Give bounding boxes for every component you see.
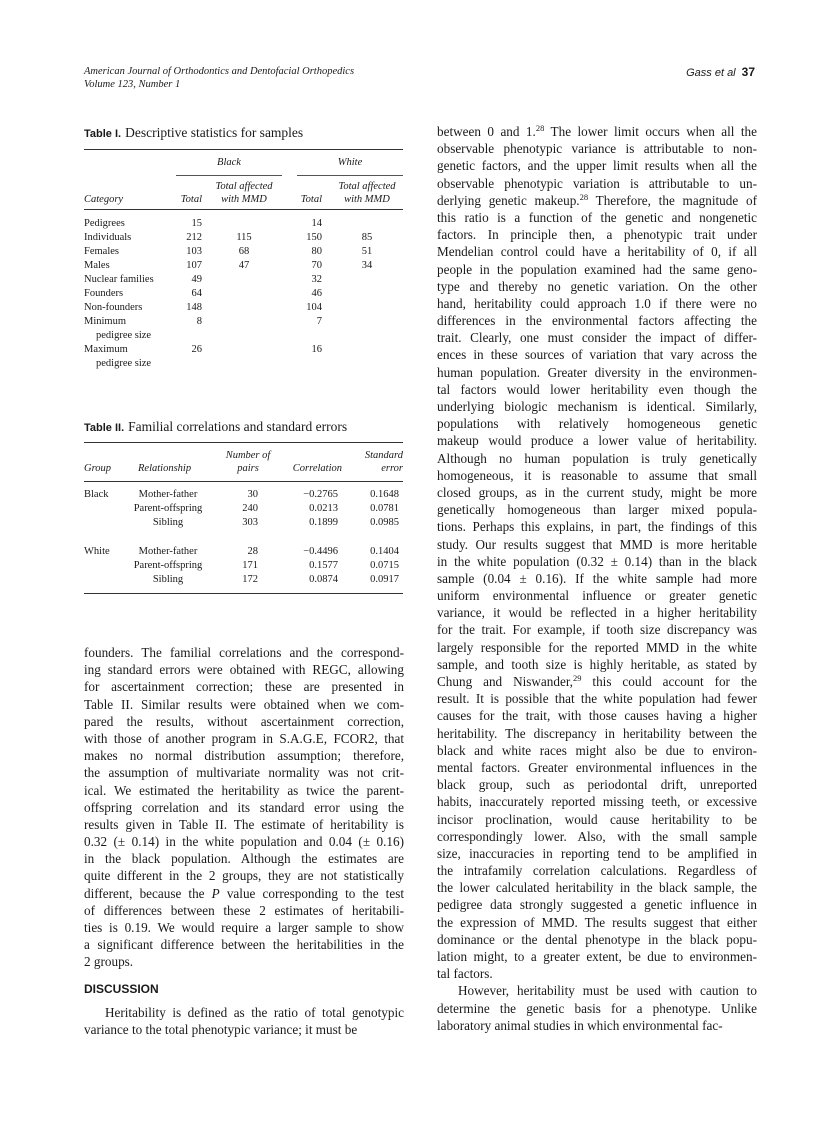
table2-se: 0.0917 (370, 574, 399, 585)
table1-black-total: 15 (191, 218, 202, 229)
table2-pairs: 172 (242, 574, 258, 585)
text-line: variance, it would be reflected in a higher heritability (437, 605, 757, 621)
table2-pairs: 303 (242, 517, 258, 528)
table1-white-total: 80 (311, 246, 322, 257)
text-segment: value corresponding to the test (219, 885, 404, 901)
table1-category: Maximum (84, 344, 128, 355)
table2-col-correlation: Correlation (292, 463, 342, 474)
text-segment: derlying genetic makeup. (437, 192, 580, 208)
text-line: closed groups, as in the current study, might be more (437, 484, 757, 500)
table1-black-total: 103 (186, 246, 202, 257)
text-line: mental factors. Greater environmental influences in the (437, 759, 757, 775)
text-line: genetically homogeneous than larger mixed popula- (437, 502, 757, 518)
table1-category: Non-founders (84, 302, 143, 313)
table1-category: Males (84, 260, 110, 271)
text-line: ences in these sources of variation that vary across the (437, 347, 757, 363)
text-segment: Chung and Niswander, (437, 674, 573, 689)
table2-se: 0.1404 (370, 546, 399, 557)
text-line: genetic factors, and the upper limit results when all the (437, 158, 757, 174)
text-line: populations with relatively homogeneous genetic (437, 416, 757, 432)
table1-black-rule (176, 175, 282, 176)
text-line: tal factors would lower heritability even though the (437, 381, 757, 397)
table1-black-mmd: 47 (238, 260, 250, 271)
table1-white-total: 150 (306, 232, 322, 243)
text-line (437, 123, 757, 140)
text-line (437, 192, 757, 209)
text-line: factors. In principle then, a phenotypic trait under (437, 227, 757, 243)
table1-white-total: 70 (311, 260, 322, 271)
text-line: incisor proclination, would cause heritability to be (437, 811, 757, 827)
table2-relationship: Sibling (152, 574, 184, 585)
table1-black-total: 107 (186, 260, 202, 271)
table2-pairs: 30 (247, 489, 258, 500)
table2-correlation: −0.2765 (303, 489, 338, 500)
journal-header (84, 65, 354, 91)
table1-title: Descriptive statistics for samples (125, 125, 304, 140)
table2-pairs: 28 (247, 546, 258, 557)
text-line: dominance or the dental phenotype in the black popu- (437, 931, 757, 947)
table1-col-black-total: Total (180, 194, 202, 205)
table2-relationship: Parent-offspring (133, 503, 203, 514)
text-line: causes for the trait, with those causes having a higher (437, 708, 757, 724)
text-line: laboratory animal studies in which environmental fac- (437, 1017, 723, 1033)
text-line: largely responsible for the reported MMD in the white (437, 639, 757, 655)
text-line: habits, inaccurately reported missing teeth, or excessive (437, 794, 757, 810)
text-line: offspring correlation and its standard error using the (84, 799, 404, 815)
table1-category: Minimum (84, 316, 127, 327)
table2-top-rule (84, 442, 403, 443)
text-segment: P (211, 885, 220, 901)
text-line: lation might, to a greater extent, be due to environmen- (437, 949, 757, 964)
table2-se: 0.0985 (370, 517, 399, 528)
table2-title: Familial correlations and standard errors (128, 419, 348, 434)
text-line: type and thereby no genetic variation. On the other (437, 278, 757, 294)
table1-category: Pedigrees (84, 218, 125, 229)
text-line: founders. The familial correlations and the correspond- (84, 645, 404, 660)
table1-category: Females (84, 246, 119, 257)
text-line: ical. We estimated the heritability as twice the parent- (84, 782, 404, 798)
table1-col-category: Category (84, 194, 124, 205)
table1-header-rule (84, 209, 403, 210)
authors: Gass et al (686, 67, 736, 79)
text-line: sample (0.04 ± 0.16). If the white sample had more (437, 570, 757, 586)
text-line: study. Our results suggest that MMD is more heritable (437, 536, 757, 552)
text-line: black group, such as periodontal drift, unreported (437, 777, 757, 793)
text-segment: this could account for the (581, 674, 757, 689)
table1-white-mmd: 51 (361, 246, 373, 257)
table1-col-white-affected: Total affected with MMD (338, 181, 396, 205)
table1-group-black: Black (217, 157, 241, 168)
table1-black-mmd: 115 (236, 232, 252, 243)
text-line: underlying biologic mechanism is identical. Similarly, (437, 399, 757, 414)
text-line: hand, heritability could approach 1.0 if there were no (437, 295, 757, 311)
text-line: the intrafamily correlation calculations. Regardless of (437, 863, 757, 879)
table1-black-mmd: 68 (238, 246, 250, 257)
text-line: makes no normal distribution assumption; therefore, (84, 748, 404, 764)
table2-correlation: 0.0213 (309, 503, 338, 514)
text-segment: different, because the (84, 885, 212, 901)
table1-white-total: 16 (311, 344, 322, 355)
table2-correlation: 0.1899 (309, 517, 338, 528)
table1-black-total: 212 (186, 232, 202, 243)
table1-top-rule (84, 149, 403, 150)
text-line: uniform environmental influence or greater genetic (437, 588, 757, 604)
text-segment: The lower limit occurs when all the (544, 124, 757, 139)
citation-superscript: 28 (579, 191, 589, 202)
text-line (437, 673, 757, 690)
table1-category-cont: pedigree size (96, 330, 152, 341)
table1-white-rule (297, 175, 403, 176)
text-line: Table II. Similar results were obtained when we com- (84, 696, 404, 712)
text-line: differences in the environmental factors affecting the (437, 313, 757, 329)
text-segment: Therefore, the magnitude of (588, 192, 757, 208)
table2-pairs: 240 (242, 503, 258, 514)
text-line: result. It is possible that the white population had fewer (437, 691, 757, 707)
table1-white-total: 14 (311, 218, 322, 229)
text-line: for ascertainment correction; these are presented in (84, 679, 404, 695)
text-line: in the white population (0.32 ± 0.14) than in the black (437, 553, 757, 569)
citation-superscript: 29 (572, 673, 582, 683)
text-line: this ratio is a function of the genetic and nongenetic (437, 209, 757, 225)
table2-se: 0.0781 (370, 503, 399, 514)
table2-label: Table II. (84, 422, 125, 434)
text-line: trait. Clearly, one must consider the impact of differ- (437, 330, 757, 346)
text-line: pared the results, without ascertainment correction, (84, 713, 404, 729)
table2-correlation: 0.1577 (309, 560, 338, 571)
text-line: ing standard errors were obtained with REGC, allowing (84, 662, 404, 678)
table2-relationship: Sibling (152, 517, 184, 528)
table2-col-group: Group (84, 463, 112, 474)
table1-black-total: 26 (191, 344, 202, 355)
table2-header-rule (84, 481, 403, 482)
text-line: tal factors. (437, 966, 493, 982)
journal-volume: Volume 123, Number 1 (84, 79, 181, 90)
text-line: variance to the total phenotypic variance; it must be (84, 1021, 358, 1037)
table1-category-cont: pedigree size (96, 358, 152, 369)
table1-white-total: 32 (311, 274, 322, 285)
text-line: in the black population. Although the estimates are (84, 851, 404, 867)
text-line: Although no human population is truly genetically (437, 450, 757, 466)
table1-caption (84, 125, 303, 141)
text-line: makeup would produce a lower value of heritability. (437, 433, 757, 449)
table1-col-white-total: Total (300, 194, 322, 205)
text-line (84, 885, 404, 902)
text-line: with those of another program in S.A.G.E, FCOR2, that (84, 730, 404, 746)
table2-correlation: −0.4496 (303, 546, 338, 557)
page-number: 37 (741, 65, 755, 79)
text-line: for the trait. For example, if tooth size discrepancy was (437, 622, 757, 638)
text-line: size, inaccuracies in reporting tend to be amplified in (437, 845, 757, 861)
table1-black-total: 8 (196, 316, 202, 327)
table1-col-black-affected: Total affected with MMD (215, 181, 273, 205)
table2-relationship: Mother-father (138, 546, 198, 557)
table2-relationship: Mother-father (138, 489, 198, 500)
text-line: pedigree data strongly suggested a genetic influence in (437, 897, 757, 913)
right-column-text (437, 123, 757, 1034)
journal-name: American Journal of Orthodontics and Dentofacial Orthopedics (84, 66, 355, 77)
table1-white-total: 7 (316, 316, 322, 327)
text-line: people in the population examined had the same geno- (437, 261, 757, 277)
text-line: of differences between these 2 estimates of heritabili- (84, 902, 404, 918)
table1-group-white: White (337, 157, 363, 168)
text-line: the assumption of multivariate normality was not crit- (84, 765, 404, 781)
table2-group: Black (84, 489, 109, 500)
table2-pairs: 171 (242, 560, 258, 571)
text-line: determine the genetic basis for a phenotype. Unlike (437, 1000, 757, 1016)
table1-category: Nuclear families (84, 274, 154, 285)
text-line: However, heritability must be used with caution to (458, 983, 757, 999)
table1-black-total: 49 (191, 274, 202, 285)
text-line: sample, and tooth size is highly heritable, as stated by (437, 656, 757, 672)
table2-bottom-rule (84, 593, 403, 594)
left-column-text (84, 644, 404, 1038)
table1-category: Founders (84, 288, 124, 299)
table2-se: 0.1648 (370, 489, 399, 500)
running-head (686, 65, 755, 79)
text-line: heritability. The discrepancy in heritability between the (437, 725, 757, 741)
discussion-heading: DISCUSSION (84, 981, 159, 996)
table1-label: Table I. (84, 128, 122, 140)
text-line: the expression of MMD. The results suggest that either (437, 914, 757, 930)
text-line: Mendelian control could have a heritability of 0, if all (437, 244, 757, 260)
text-line: quite different in the 2 groups, they are not statistically (84, 868, 404, 884)
table1-black-total: 148 (186, 302, 202, 313)
table1-white-total: 104 (306, 302, 322, 313)
text-line: tions. Perhaps this explains, in part, the findings of this (437, 519, 757, 535)
table2-col-pairs: Number of pairs (225, 450, 271, 474)
text-line: ties is 0.19. We would require a larger sample to show (84, 920, 404, 935)
table1-white-mmd: 85 (361, 232, 373, 243)
table2-relationship: Parent-offspring (133, 560, 203, 571)
table2-correlation: 0.0874 (309, 574, 338, 585)
text-line: 2 groups. (84, 954, 134, 970)
text-line: observable phenotypic variance is attributable to non- (437, 141, 757, 157)
text-line: results given in Table II. The estimate of heritability is (84, 816, 404, 832)
table1-white-mmd: 34 (361, 260, 373, 271)
text-line: correspondingly lower. Also, with the small sample (437, 828, 757, 844)
table1-white-total: 46 (311, 288, 322, 299)
table2-caption (84, 419, 347, 435)
citation-superscript: 28 (535, 123, 545, 133)
text-line: human population. Greater diversity in the environmen- (437, 364, 757, 380)
table2-group: White (84, 546, 110, 557)
table2-col-se: Standard error (364, 450, 403, 474)
text-line: observable phenotypic variation is attributable to un- (437, 175, 757, 191)
text-line: a significant difference between the heritabilities in the (84, 937, 404, 953)
text-line: homogeneous, it is reasonable to assume that small (437, 467, 757, 483)
table2-col-relationship: Relationship (138, 463, 192, 474)
text-line: the lower calculated heritability in the black sample, the (437, 880, 757, 896)
text-line: 0.32 (± 0.14) in the white population and 0.04 (± 0.16) (84, 834, 404, 850)
text-segment: between 0 and 1. (437, 124, 536, 139)
text-line: black and white races might also be due to environ- (437, 742, 757, 758)
table2-se: 0.0715 (370, 560, 399, 571)
table1-category: Individuals (84, 232, 132, 243)
table1-black-total: 64 (191, 288, 202, 299)
text-line: Heritability is defined as the ratio of total genotypic (105, 1004, 404, 1020)
